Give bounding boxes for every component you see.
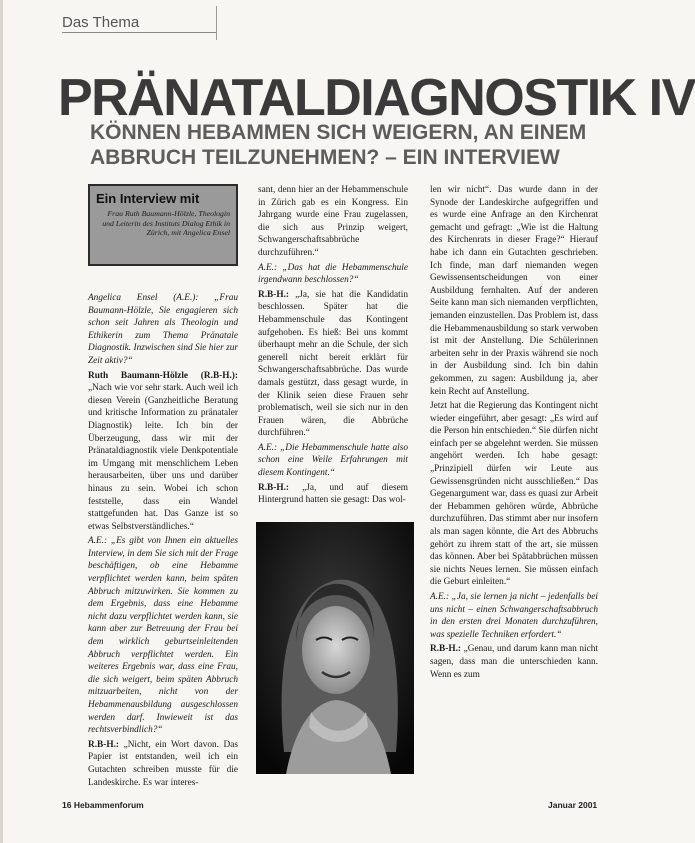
paragraph-text: Angelica Ensel (A.E.): „Frau Baumann-Hölzle, Sie engagieren sich schon seit Jahren als Theologin und Ethikerin zum Thema Pränatale Diagnostik. Inzwischen sind Sie hier zur Zeit aktiv?“ — [88, 293, 238, 366]
paragraph-text: len wir nicht“. Das wurde dann in der Synode der Landeskirche aufgegriffen und es wurde eine Anfrage an den Kirchenrat gemacht und gefragt: „Wie ist die Haltung des Kirchenrats in dieser Frage?“ Hierauf habe ich dann ein Gutachten geschrieben. Ich finde, man darf niemanden wegen Gewissensentscheidungen von einer Ausbildung fernhalten. Auf der anderen Seite kann man sich niemanden verpflichten, jemanden einzustellen. Das Problem ist, dass die Hebammenausbildung so stark verwoben ist mit der Anstellung. Die Schülerinnen arbeiten sehr in der Praxis während sie noch in der Ausbildung sind. Ich bin dahin gekommen, zu sagen: Ausbildung ja, aber kein Recht auf Anstellung. — [430, 185, 598, 397]
interview-answer — [258, 289, 408, 440]
paragraph-text: „Genau, und darum kann man nicht sagen, dass man die unterschieden kann. Wenn es zum — [430, 644, 598, 680]
info-box-title: Ein Interview mit — [96, 191, 200, 206]
speaker-label: R.B-H.: — [430, 644, 461, 655]
section-divider — [216, 6, 217, 40]
speaker-label: R.B-H.: — [88, 739, 119, 750]
paragraph-text: Jetzt hat die Regierung das Kontingent nicht wieder eingeführt, aber gesagt: „Es wird auf die Person hin entschieden.“ Sie dürfen nicht einfach per se abgelehnt werden. Sie müssen angehört werden. Ich habe gesagt: „Prinzipiell dürfen wir Leute aus Gewissensgründen nicht ausschließen.“ Das Gegenargument war, dass es quasi zur Arbeit der Hebammen gehören würde, Abbrüche durchzuführen. Das stimmt aber nur insofern als man sagen könnte, die Art des Abbruchs gehört zu ihrem statt of the art, sie müssen das können. Aber bei Spätabbrüchen müssen sie nichts Neues lernen. Sie müssen einfach die Geburt einleiten.“ — [430, 401, 598, 588]
paragraph-text: „Nicht, ein Wort davon. Das Papier ist entstanden, weil ich ein Gutachten schreiben musste für die Landeskirche. Es war interes- — [88, 739, 238, 788]
article-title: PRÄNATALDIAGNOSTIK IV — [58, 69, 695, 127]
text-column-2 — [258, 184, 408, 518]
interview-question — [88, 535, 238, 737]
text-column-1 — [88, 292, 238, 788]
interview-answer — [258, 482, 408, 507]
paragraph-text: A.E.: „Ja, sie lernen ja nicht – jedenfalls bei uns nicht – einen Schwangerschaftsabbruch in den ersten drei Monaten durchzuführen, was spezielle Techniken erfordert.“ — [430, 592, 598, 640]
paragraph-text: A.E.: „Das hat die Hebammenschule irgendwann beschlossen?“ — [258, 262, 408, 286]
interview-answer — [430, 184, 598, 398]
paragraph-text: „Nach wie vor sehr stark. Auch weil ich diesen Verein (Ganzheitliche Beratung und kritische Information zu pränataler Diagnostik) leite. Ich bin der Überzeugung, dass wir mit der Pränataldiagnostik viele Denkpotentiale im Umgang mit menschlichem Leben herausarbeiten, über uns und darüber hinaus zu sein. Wobei ich schon feststelle, dass ein Wandel stattgefunden hat. Das Ganze ist so etwas Selbstverständliches.“ — [88, 383, 238, 532]
paragraph-text: sant, denn hier an der Hebammenschule in Zürich gab es ein Kongress. Ein Jahrgang wurde eine Frau zugelassen, die sich aus Prinzip weigert, Schwangerschaftsabbrüche durchzuführen.“ — [258, 185, 408, 258]
paragraph-text: A.E.: „Die Hebammenschule hatte also schon eine Weile Erfahrungen mit diesem Kontingent.“ — [258, 442, 408, 479]
page-edge — [0, 0, 3, 843]
interview-answer — [258, 184, 408, 260]
paragraph-text: „Ja, sie hat die Kandidatin beschlossen. Später hat die Hebammenschule das Kontingent aufgehoben. Es hieß: Bei uns kommt überhaupt mehr an die Schule, der sich generell nicht bereit erklärt für Schwangerschaftsabbrüche. Das wurde damals gestützt, dass gesagt wurde, in der Klinik seien diese Frauen sehr problematisch, weil sie sich nur in den Frauen wären, die Abbrüche durchführen.“ — [258, 289, 408, 439]
paragraph-text: „Ja, und auf diesem Hintergrund hatten sie gesagt: Das wol- — [258, 482, 408, 506]
interview-answer — [430, 643, 598, 681]
interview-question — [88, 292, 238, 368]
footer-publication: 16 Hebammenforum — [62, 800, 144, 810]
article-subtitle: KÖNNEN HEBAMMEN SICH WEIGERN, AN EINEM ABBRUCH TEILZUNEHMEN? – EIN INTERVIEW — [90, 121, 587, 169]
speaker-label: R.B-H.: — [258, 482, 289, 493]
speaker-label: R.B-H.: — [258, 289, 289, 300]
speaker-label: Ruth Baumann-Hölzle (R.B-H.): — [88, 370, 238, 381]
section-rule — [62, 32, 217, 33]
portrait-photo — [256, 522, 414, 774]
interview-question — [430, 591, 598, 641]
interview-answer — [88, 739, 238, 789]
interview-question — [258, 262, 408, 287]
interview-answer — [88, 370, 238, 534]
interview-answer — [430, 400, 598, 589]
interview-question — [258, 442, 408, 480]
paragraph-text: A.E.: „Es gibt von Ihnen ein aktuelles Interview, in dem Sie sich mit der Frage beschäftigen, ob eine Hebamme verpflichtet werden kann, beim späten Abbruch mitzuwirken. Sie kommen zu dem Ergebnis, dass eine Hebamme nicht dazu verpflichtet werden kann, sie kann aber zur Betreuung der Frau bei dem wirklich geburtseinleitenden Abbruch verpflichtet werden. Ein weiteres Ergebnis war, dass eine Frau, die sich weigert, beim späten Abbruch mitzuarbeiten, nicht von der Hebammenausbildung ausgeschlossen werden darf. Inwieweit ist das rechtsverbindlich?“ — [88, 536, 238, 736]
section-label: Das Thema — [62, 14, 140, 31]
text-column-3 — [430, 184, 598, 774]
interview-info-box — [88, 184, 238, 266]
info-box-text: Frau Ruth Baumann-Hölzle, Theologin und Leiterin des Instituts Dialog Ethik in Zürich, mit Angelica Ensel — [102, 209, 230, 238]
footer-date: Januar 2001 — [548, 800, 598, 810]
